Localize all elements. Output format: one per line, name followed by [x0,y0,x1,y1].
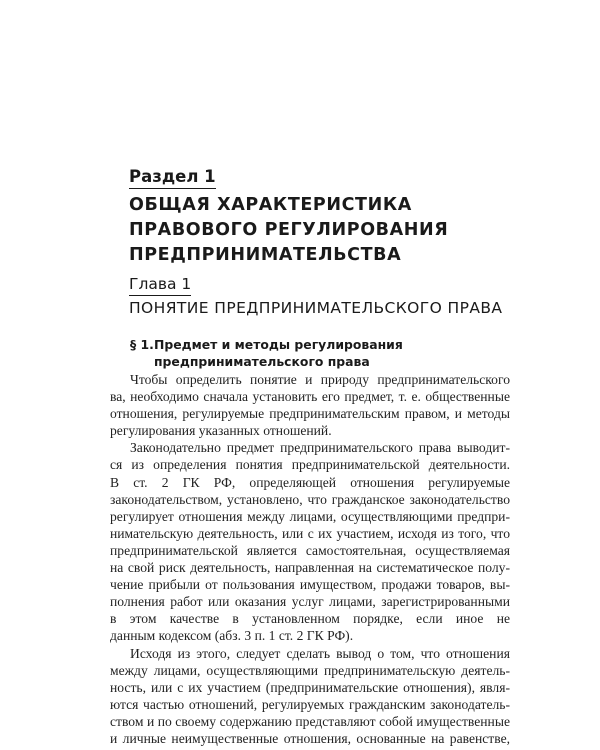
body-line: нимательскую деятельность, или с их участием, исходя из того, что [110,525,510,541]
body-line: ва, необходимо сначала установить его предмет, т. е. общественные [110,389,510,405]
body-line: в этом качестве в установленном порядке, если иное не [110,611,510,627]
paragraph-heading-line: Предмет и методы регулирования [154,337,403,352]
body-line: Законодательно предмет предпринимательского права выводит- [130,440,510,456]
section-title-line: ПРАВОВОГО РЕГУЛИРОВАНИЯ [129,220,449,240]
chapter-label: Глава 1 [129,275,191,296]
body-line: Чтобы определить понятие и природу предпринимательского [130,372,510,387]
body-line: предпринимательской является самостоятельная, осуществляемая [110,542,510,558]
body-line: законодательством, установлено, что гражданское законодательство [110,491,510,507]
body-line: полнения работ или оказания услуг лицами, зарегистрированными [110,594,510,610]
body-line: регулирования указанных отношений. [110,423,332,439]
body-line: ся из определения понятия предпринимательской деятельности. [110,457,510,473]
section-title-line: ПРЕДПРИНИМАТЕЛЬСТВА [129,245,402,265]
body-line: ность, или с их участием (предпринимательские отношения), явля- [110,679,510,695]
body-line: ются частью отношений, регулируемых гражданским законодатель- [110,696,510,712]
body-line: В ст. 2 ГК РФ, определяющей отношения регулируемые [110,474,510,490]
paragraph-number: § 1. [130,337,154,352]
body-text [110,371,510,747]
body-line: Исходя из этого, следует сделать вывод о том, что отношения [130,645,510,661]
body-line: между лицами, осуществляющими предпринимательскую деятель- [110,662,510,678]
paragraph-heading [130,336,403,370]
body-line: отношения, регулируемые предпринимательским правом, и методы [110,406,510,422]
body-line: ством и по своему содержанию представляют собой имущественные [110,713,510,729]
chapter-title: ПОНЯТИЕ ПРЕДПРИНИМАТЕЛЬСКОГО ПРАВА [129,299,503,317]
body-line: регулирует отношения между лицами, осуществляющими предпри- [110,508,510,524]
section-title-line: ОБЩАЯ ХАРАКТЕРИСТИКА [129,195,412,215]
section-title [129,193,509,268]
body-line: чение прибыли от пользования имуществом, продажи товаров, вы- [110,577,510,593]
paragraph-heading-line: предпринимательского права [154,354,370,369]
body-line: на свой риск деятельность, направленная на систематическое полу- [110,560,510,576]
section-label: Раздел 1 [129,166,216,189]
body-line: и личные неимущественные отношения, основанные на равенстве, [110,730,510,746]
body-line: данным кодексом (абз. 3 п. 1 ст. 2 ГК РФ). [110,628,354,644]
